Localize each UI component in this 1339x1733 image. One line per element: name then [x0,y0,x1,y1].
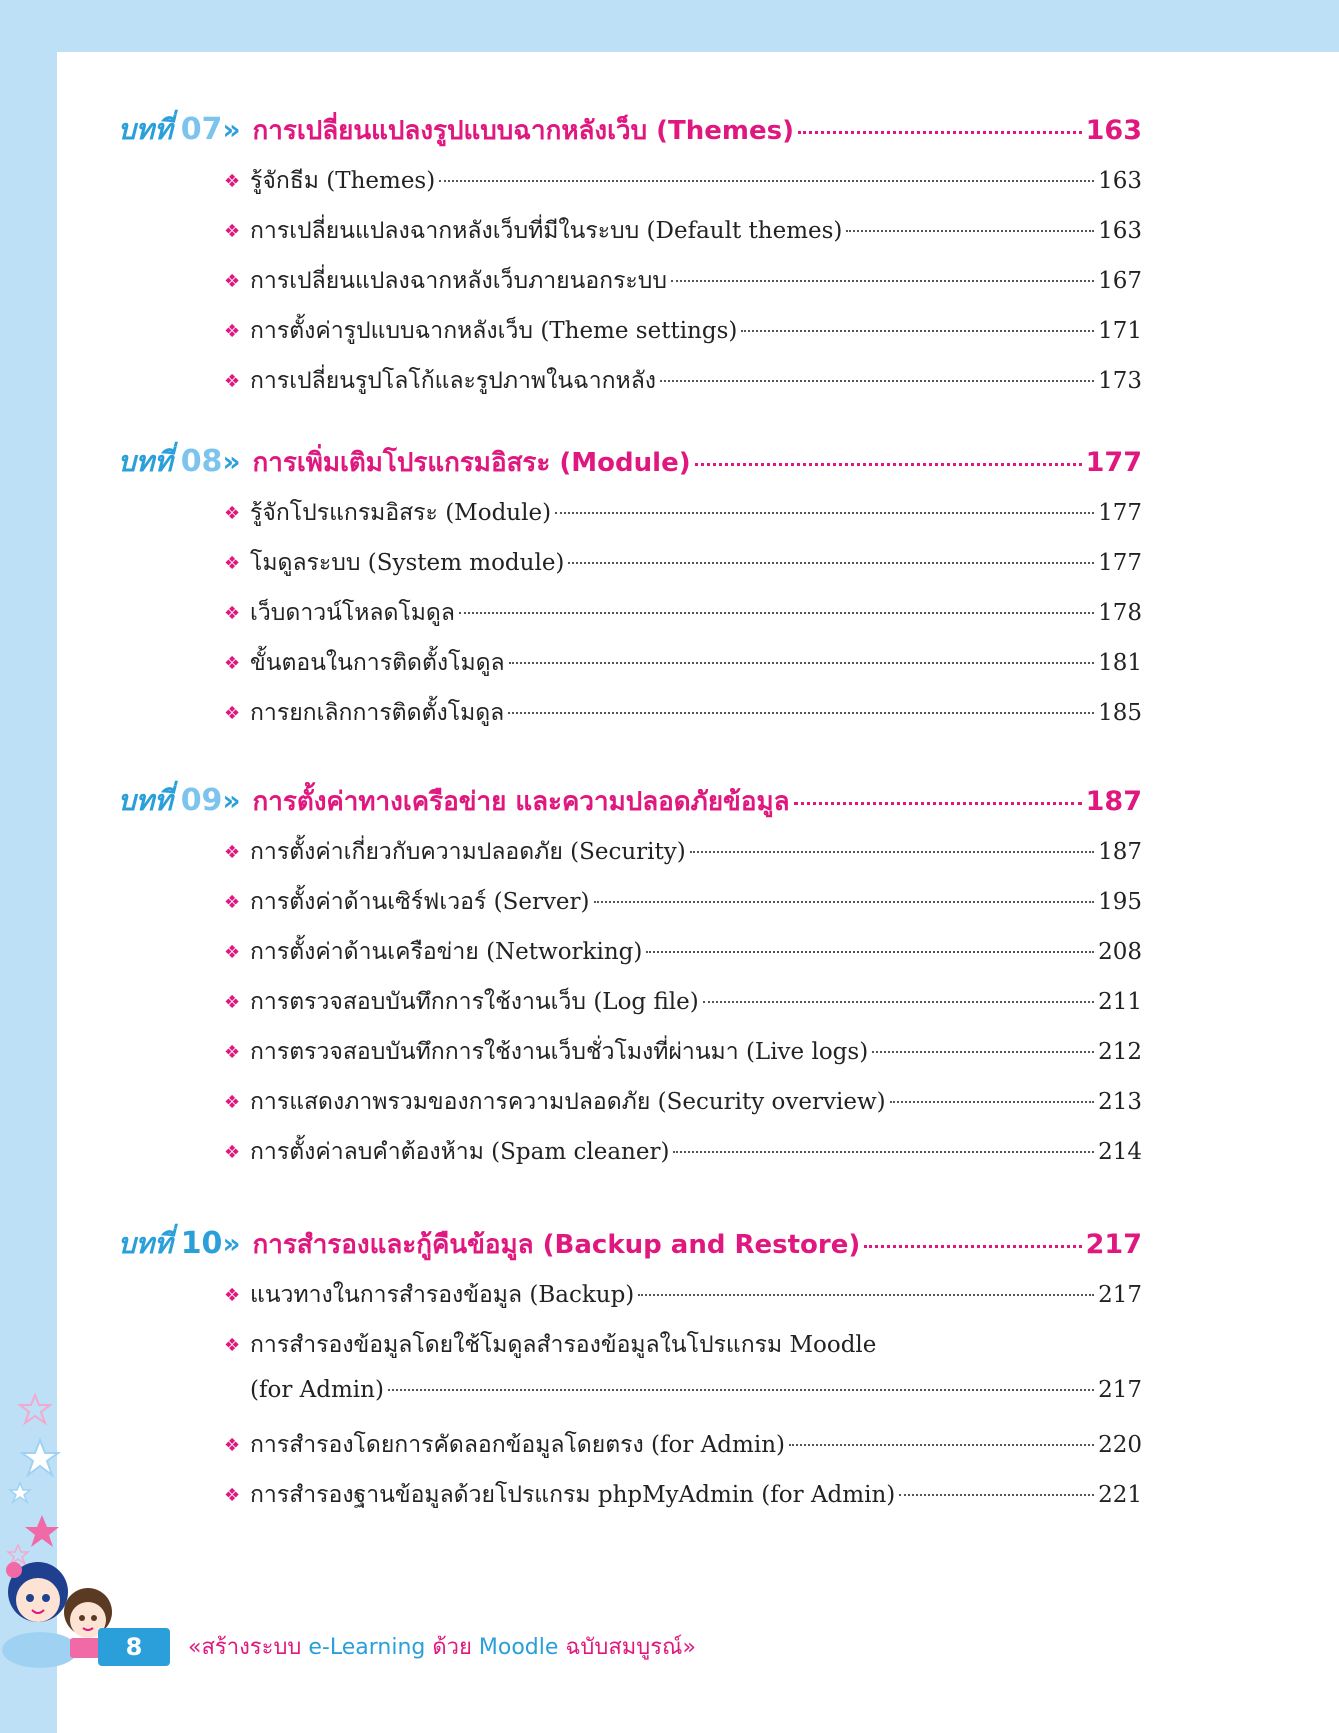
toc-item-page: 167 [1098,268,1142,294]
diamond-bullet-icon: ❖ [224,1042,241,1063]
diamond-bullet-icon: ❖ [224,1485,241,1506]
toc-item-page: 220 [1098,1432,1142,1458]
diamond-bullet-icon: ❖ [224,992,241,1013]
toc-item-page: 221 [1098,1482,1142,1508]
toc-item [224,1134,1142,1174]
toc-item-page: 217 [1098,1282,1142,1308]
toc-item [224,313,1142,353]
chapter-number: 08 [180,444,223,479]
toc-item [224,884,1142,924]
toc-item-text: รู้จักธีม (Themes) [250,168,436,194]
toc-item-text: แนวทางในการสำรองข้อมูล (Backup) [250,1282,635,1308]
toc-item [224,595,1142,635]
toc-item [224,163,1142,203]
toc-item-text: การยกเลิกการติดตั้งโมดูล [250,700,505,726]
dot-leader [789,1444,1094,1446]
dot-leader [660,380,1094,382]
diamond-bullet-icon: ❖ [224,1335,241,1356]
toc-item [224,834,1142,874]
chapter-arrow: » [222,784,241,817]
toc-item-page: 214 [1098,1139,1142,1165]
diamond-bullet-icon: ❖ [224,1435,241,1456]
dot-leader [690,851,1094,853]
toc-item [224,495,1142,535]
dot-leader [798,131,1082,134]
diamond-bullet-icon: ❖ [224,942,241,963]
dot-leader [794,802,1082,805]
toc-item [224,1034,1142,1074]
dot-leader [703,1001,1094,1003]
toc-item [224,934,1142,974]
chapter-page: 187 [1085,786,1142,817]
toc-item-text: ขั้นตอนในการติดตั้งโมดูล [250,650,505,676]
diamond-bullet-icon: ❖ [224,171,241,192]
chapter-title: การเปลี่ยนแปลงรูปแบบฉากหลังเว็บ (Themes) [252,116,794,146]
diamond-bullet-icon: ❖ [224,892,241,913]
diamond-bullet-icon: ❖ [224,653,241,674]
toc-item-page: 171 [1098,318,1142,344]
dot-leader [638,1294,1094,1296]
diamond-bullet-icon: ❖ [224,371,241,392]
dot-leader [459,612,1094,614]
chapter-page: 217 [1085,1229,1142,1260]
chapter-word: บทที่ [118,784,173,817]
toc-item [224,645,1142,685]
toc-item-page: 187 [1098,839,1142,865]
footer-title-part: สร้างระบบ [201,1635,309,1660]
toc-item-text: (for Admin) [250,1377,384,1403]
dot-leader [509,662,1094,664]
toc-item-text: การสำรองข้อมูลโดยใช้โมดูลสำรองข้อมูลในโปรแกรม Moodle [250,1332,877,1358]
toc-item-text: รู้จักโปรแกรมอิสระ (Module) [250,500,552,526]
toc-item-text: การตรวจสอบบันทึกการใช้งานเว็บชั่วโมงที่ผ่านมา (Live logs) [250,1039,869,1065]
dot-leader [671,280,1094,282]
chapter-title: การตั้งค่าทางเครือข่าย และความปลอดภัยข้อมูล [252,787,790,817]
toc-item-text: การตั้งค่ารูปแบบฉากหลังเว็บ (Theme settings) [250,318,738,344]
toc-item-page: 212 [1098,1039,1142,1065]
toc-item [224,984,1142,1024]
toc-item-text: การตั้งค่าลบคำต้องห้าม (Spam cleaner) [250,1139,670,1165]
chapter-page: 163 [1085,115,1142,146]
toc-item [224,1327,1142,1367]
toc-item-page: 208 [1098,939,1142,965]
dot-leader [388,1389,1094,1391]
toc-item-text: การเปลี่ยนแปลงฉากหลังเว็บภายนอกระบบ [250,268,667,294]
diamond-bullet-icon: ❖ [224,271,241,292]
footer-title-highlight: Moodle [478,1635,559,1660]
diamond-bullet-icon: ❖ [224,842,241,863]
footer-title-part: ด้วย [425,1635,479,1660]
dot-leader [508,712,1094,714]
chapter-word: บทที่ [118,1227,173,1260]
dot-leader [555,512,1094,514]
dot-leader [646,951,1094,953]
toc-item-text: การตรวจสอบบันทึกการใช้งานเว็บ (Log file) [250,989,699,1015]
page-number-tab: 8 [98,1628,170,1666]
chapter-title: การเพิ่มเติมโปรแกรมอิสระ (Module) [252,448,691,478]
toc-item-text: การสำรองฐานข้อมูลด้วยโปรแกรม phpMyAdmin (for Admin) [250,1482,896,1508]
footer-title-highlight: e-Learning [308,1635,426,1660]
toc-item-page: 211 [1098,989,1142,1015]
book-title-footer [188,1630,696,1666]
chapter-number: 10 [180,1226,223,1261]
toc-item-text: การเปลี่ยนรูปโลโก้และรูปภาพในฉากหลัง [250,368,657,394]
diamond-bullet-icon: ❖ [224,1285,241,1306]
chapter-heading [118,1222,1142,1266]
toc-item-text: การแสดงภาพรวมของการความปลอดภัย (Security overview) [250,1089,886,1115]
chapter-number: 09 [180,783,223,818]
footer-open-quote: « [188,1635,202,1660]
dot-leader [568,562,1094,564]
toc-item [224,263,1142,303]
chapter-heading [118,779,1142,823]
toc-item [224,545,1142,585]
toc-item-text: โมดูลระบบ (System module) [250,550,565,576]
toc-item-page: 163 [1098,168,1142,194]
dot-leader [741,330,1094,332]
toc-item [224,1277,1142,1317]
toc-item-text: การตั้งค่าด้านเซิร์ฟเวอร์ (Server) [250,889,590,915]
chapter-page: 177 [1085,447,1142,478]
toc-item-page: 177 [1098,500,1142,526]
chapter-title: การสำรองและกู้คืนข้อมูล (Backup and Restore) [252,1230,861,1260]
toc-item [224,213,1142,253]
toc-item-page: 217 [1098,1377,1142,1403]
toc-item-text: การเปลี่ยนแปลงฉากหลังเว็บที่มีในระบบ (Default themes) [250,218,843,244]
toc-item [224,1477,1142,1517]
chapter-arrow: » [222,1227,241,1260]
diamond-bullet-icon: ❖ [224,503,241,524]
diamond-bullet-icon: ❖ [224,703,241,724]
toc-item-text: การสำรองโดยการคัดลอกข้อมูลโดยตรง (for Admin) [250,1432,785,1458]
diamond-bullet-icon: ❖ [224,1092,241,1113]
chapter-arrow: » [222,445,241,478]
toc-item [224,363,1142,403]
diamond-bullet-icon: ❖ [224,321,241,342]
toc-item [224,1084,1142,1124]
diamond-bullet-icon: ❖ [224,603,241,624]
footer-title-part: ฉบับสมบูรณ์ [558,1635,683,1660]
footer-close-quote: » [682,1635,696,1660]
chapter-word: บทที่ [118,113,173,146]
toc-item-page: 163 [1098,218,1142,244]
dot-leader [695,463,1082,466]
diamond-bullet-icon: ❖ [224,553,241,574]
toc-item-page: 213 [1098,1089,1142,1115]
toc-item-page: 173 [1098,368,1142,394]
toc-item-continuation [250,1377,1142,1417]
toc-item-page: 177 [1098,550,1142,576]
dot-leader [673,1151,1094,1153]
chapter-number: 07 [180,112,223,147]
toc-item-page: 195 [1098,889,1142,915]
chapter-arrow: » [222,113,241,146]
toc-item [224,695,1142,735]
dot-leader [439,180,1094,182]
dot-leader [594,901,1095,903]
dot-leader [846,230,1094,232]
dot-leader [872,1051,1094,1053]
toc-item-text: เว็บดาวน์โหลดโมดูล [250,600,455,626]
toc-item-text: การตั้งค่าเกี่ยวกับความปลอดภัย (Security) [250,839,686,865]
dot-leader [890,1101,1094,1103]
diamond-bullet-icon: ❖ [224,221,241,242]
toc-item-page: 178 [1098,600,1142,626]
toc-item [224,1427,1142,1467]
dot-leader [864,1245,1081,1248]
toc-item-page: 185 [1098,700,1142,726]
toc-item-text: การตั้งค่าด้านเครือข่าย (Networking) [250,939,643,965]
dot-leader [899,1494,1094,1496]
chapter-heading [118,108,1142,152]
chapter-word: บทที่ [118,445,173,478]
diamond-bullet-icon: ❖ [224,1142,241,1163]
chapter-heading [118,440,1142,484]
toc-item-page: 181 [1098,650,1142,676]
